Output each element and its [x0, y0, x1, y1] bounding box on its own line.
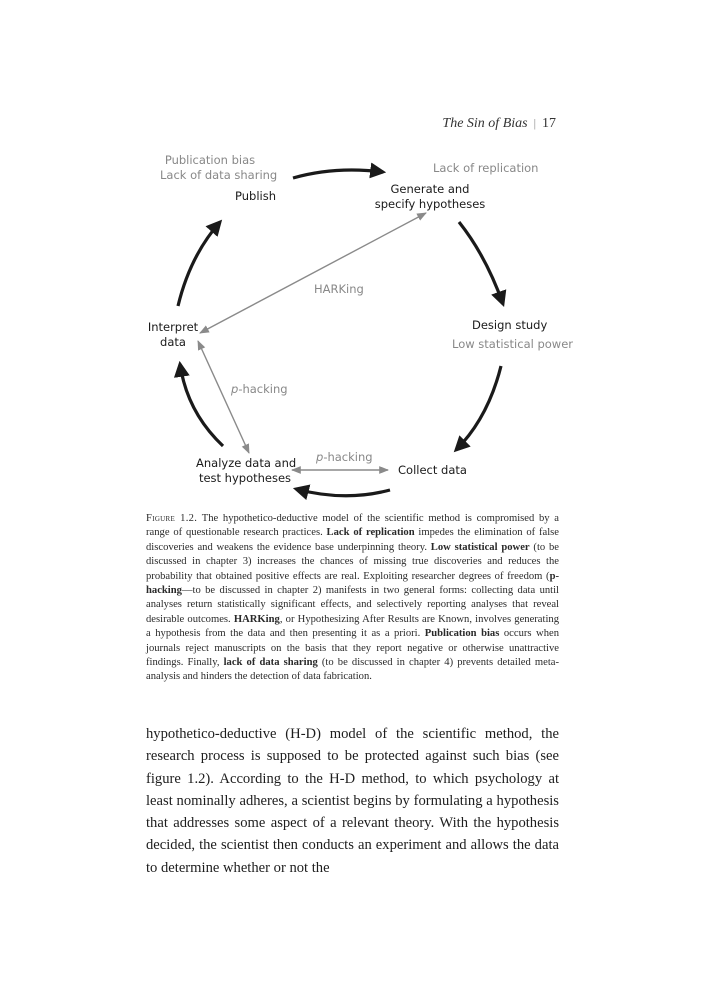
publication-bias-label [160, 153, 278, 183]
stage-collect: Collect data [398, 463, 467, 477]
figure-label: Figure 1.2. [146, 513, 198, 524]
harking-label: HARKing [314, 282, 364, 296]
p-hacking-suffix: -hacking [323, 450, 373, 464]
caption-text: (to be discussed in chapter 3) increases the chances of missing true discoveries and reduces the probability that obtained positive effects are real. Exploiting researcher degrees of freedom ( [146, 541, 559, 582]
body-paragraph: hypothetico-deductive (H-D) model of the scientific method, the research process is supposed to be protected against such bias (see figure 1.2). According to the H-D method, to which psychology at least nominally adheres, a scientist begins by formulating a hypothesis that addresses some aspect of a relevant theory. With the hypothesis decided, the scientist then conducts an experiment and allows the data to determine whether or not the [146, 726, 559, 876]
caption-term: Lack of replication [326, 527, 415, 539]
running-title: The Sin of Bias [442, 116, 528, 131]
p-hacking-italic-p: p [231, 382, 239, 396]
stage-interpret-line1: Interpret [147, 320, 199, 334]
caption-text: occurs when journals reject manuscripts on the basis that they report negative or otherwise unattractive findings. Finally, [146, 628, 560, 669]
lack-data-sharing-text: Lack of data sharing [160, 168, 278, 182]
p-hacking-vertical-arrow [198, 341, 249, 453]
p-hacking-label-vertical [231, 382, 288, 397]
cycle-arrow-analyze-to-interpret [180, 364, 223, 446]
caption-term: lack of data sharing [223, 657, 318, 669]
p-hacking-italic-p: p [316, 450, 324, 464]
stage-generate [372, 182, 488, 212]
caption-text: The hypothetico-deductive model of the scientific method is compromised by a range of questionable research practices. [146, 513, 560, 539]
stage-design: Design study [472, 318, 548, 332]
figure-caption [146, 512, 559, 685]
lack-of-replication-label: Lack of replication [433, 161, 539, 175]
stage-interpret-line2: data [160, 335, 186, 349]
stage-analyze [196, 456, 297, 486]
caption-term: HARKing [233, 613, 280, 625]
page-number: 17 [542, 116, 556, 131]
stage-interpret [145, 320, 201, 350]
caption-term: Publication bias [424, 628, 500, 640]
caption-term: Low statistical power [430, 541, 530, 553]
cycle-arrow-collect-to-analyze [296, 489, 390, 496]
caption-text: , or Hypothesizing After Results are Known, involves generating a hypothesis from the data and then presenting it as a priori. [146, 613, 559, 640]
stage-generate-line1: Generate and [390, 182, 470, 196]
harking-arrow [200, 213, 426, 333]
caption-text: impedes the elimination of false discoveries and weakens the evidence base underpinning theory. [146, 527, 559, 553]
low-statistical-power-label: Low statistical power [452, 337, 574, 351]
caption-text: —to be discussed in chapter 2) manifests in two general forms: collecting data until analyses return statistically significant effects, and selectively reporting analyses that reveal desirable outcomes. [146, 585, 559, 625]
caption-term: p-hacking [146, 570, 559, 597]
cycle-arrow-generate-to-design [459, 222, 503, 304]
cycle-arrow-interpret-to-publish [178, 222, 220, 306]
p-hacking-suffix: -hacking [238, 382, 288, 396]
cycle-arrow-publish-to-generate [293, 170, 383, 178]
cycle-arrow-design-to-collect [456, 366, 501, 450]
p-hacking-label-horizontal [316, 450, 373, 465]
stage-analyze-line2: test hypotheses [198, 471, 292, 485]
stage-analyze-line1: Analyze data and [196, 456, 297, 470]
caption-text: (to be discussed in chapter 4) prevents detailed meta-analysis and hinders the detection of data fabrication. [146, 657, 559, 683]
running-head-separator: | [533, 116, 536, 130]
publication-bias-text: Publication bias [164, 153, 256, 167]
stage-generate-line2: specify hypotheses [374, 197, 486, 211]
stage-publish: Publish [235, 189, 276, 203]
